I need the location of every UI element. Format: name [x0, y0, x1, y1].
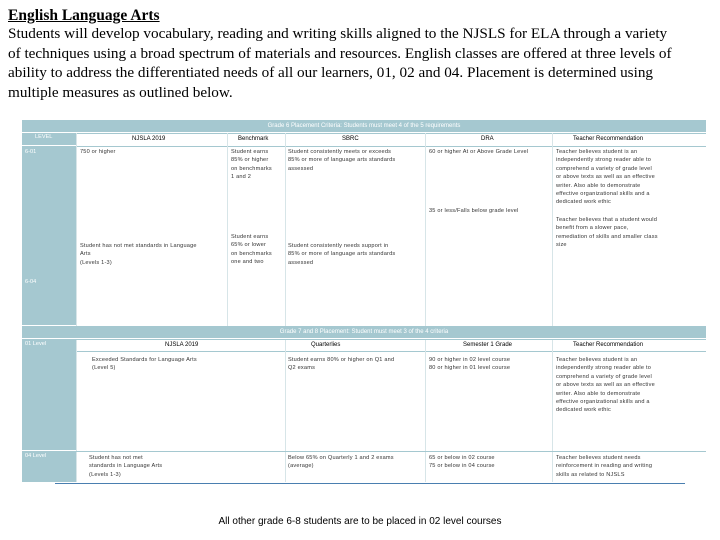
footer-note: All other grade 6-8 students are to be placed in 02 level courses — [218, 516, 502, 527]
level-04: 04 Level — [25, 453, 47, 459]
g6-r1-njsla: 750 or higher — [80, 149, 116, 155]
header-01-level: 01 Level — [25, 341, 47, 347]
g78-r2-grade: 65 or below in 02 course 75 or below in 04 course — [429, 455, 495, 470]
g78-r2-teacher: Teacher believes student needs reinforcement in reading and writing skills as related to NJSLS — [556, 455, 653, 478]
column-divider — [285, 133, 286, 326]
level-6-04: 6-04 — [25, 279, 37, 285]
header-level: LEVEL — [35, 134, 53, 140]
column-divider — [76, 133, 77, 326]
column-divider — [552, 133, 553, 326]
column-divider — [76, 340, 77, 482]
column-divider — [425, 133, 426, 326]
grade78-level-04 — [22, 452, 76, 482]
grade78-banner: Grade 7 and 8 Placement: Student must meet 3 of the 4 criteria — [22, 326, 706, 338]
grade78-level-01 — [22, 340, 76, 450]
level-6-01: 6-01 — [25, 149, 37, 155]
g78-r1-grade: 90 or higher in 02 level course 80 or higher in 01 level course — [429, 357, 511, 372]
header-dra: DRA — [481, 136, 494, 142]
divider — [22, 339, 706, 340]
column-divider — [425, 340, 426, 482]
g6-r1-benchmark: Student earns 85% or higher on benchmarks 1 and 2 — [231, 149, 272, 181]
divider — [22, 146, 706, 147]
divider — [55, 483, 685, 484]
divider — [22, 133, 706, 134]
g6-r2-njsla: Student has not met standards in Language Arts (Levels 1-3) — [80, 243, 197, 266]
intro-line: ability to address the differentiated needs of all our learners, 01, 02 and 04. Placement is determined using — [8, 64, 654, 82]
g78-r1-njsla: Exceeded Standards for Language Arts (Level 5) — [92, 357, 197, 372]
page-title: English Language Arts — [8, 7, 160, 24]
g6-r1-dra: 60 or higher At or Above Grade Level — [429, 149, 529, 155]
column-divider — [552, 340, 553, 482]
g6-r2-teacher: Teacher believes that a student would benefit from a slower pace, remediation of skills and smaller class size — [556, 217, 658, 249]
grade6-level-column — [22, 147, 76, 325]
header-njsla-78: NJSLA 2019 — [165, 342, 199, 348]
g78-r2-njsla: Student has not met standards in Language Arts (Levels 1-3) — [89, 455, 163, 478]
header-semester-grade: Semester 1 Grade — [463, 342, 513, 348]
header-teacher-78: Teacher Recommendation — [573, 342, 644, 348]
divider — [22, 351, 706, 352]
g6-r2-dra: 35 or less/Falls below grade level — [429, 208, 519, 214]
g6-r1-teacher: Teacher believes student is an independently strong reader able to comprehend a variety of grade level or above texts as well as an effective writer. Also able to demonstrate effective organizational skills and a dedicated work ethic — [556, 149, 655, 206]
intro-line: Students will develop vocabulary, reading and writing skills aligned to the NJSLS for ELA through a variety — [8, 25, 668, 42]
header-benchmark: Benchmark — [238, 136, 269, 142]
intro-line: multiple measures as outlined below. — [8, 83, 233, 101]
column-divider — [227, 133, 228, 326]
header-sbrc: SBRC — [342, 136, 359, 142]
header-teacher: Teacher Recommendation — [573, 136, 644, 142]
grade6-banner: Grade 6 Placement Criteria: Students must meet 4 of the 5 requirements — [22, 120, 706, 132]
g6-r2-benchmark: Student earns 65% or lower on benchmarks one and two — [231, 234, 272, 266]
g6-r1-sbrc: Student consistently meets or exceeds 85% or more of language arts standards assessed — [288, 149, 396, 172]
g78-r1-teacher: Teacher believes student is an independently strong reader able to comprehend a variety of grade level or above texts as well as an effective writer. Also able to demonstrate effective organizational skills and a dedicated work ethic — [556, 357, 655, 414]
g78-r2-quarterlies: Below 65% on Quarterly 1 and 2 exams (average) — [288, 455, 394, 470]
divider — [22, 451, 706, 452]
intro-line: of techniques using a broad spectrum of materials and resources. English classes are offered at three levels of — [8, 44, 672, 62]
header-quarterlies: Quarterlies — [311, 342, 341, 348]
grade6-level-header — [22, 133, 76, 145]
intro-paragraph — [8, 24, 716, 102]
header-njsla: NJSLA 2019 — [132, 136, 166, 142]
g6-r2-sbrc: Student consistently needs support in 85% or more of language arts standards assessed — [288, 243, 396, 266]
column-divider — [285, 340, 286, 482]
g78-r1-quarterlies: Student earns 80% or higher on Q1 and Q2 exams — [288, 357, 395, 372]
